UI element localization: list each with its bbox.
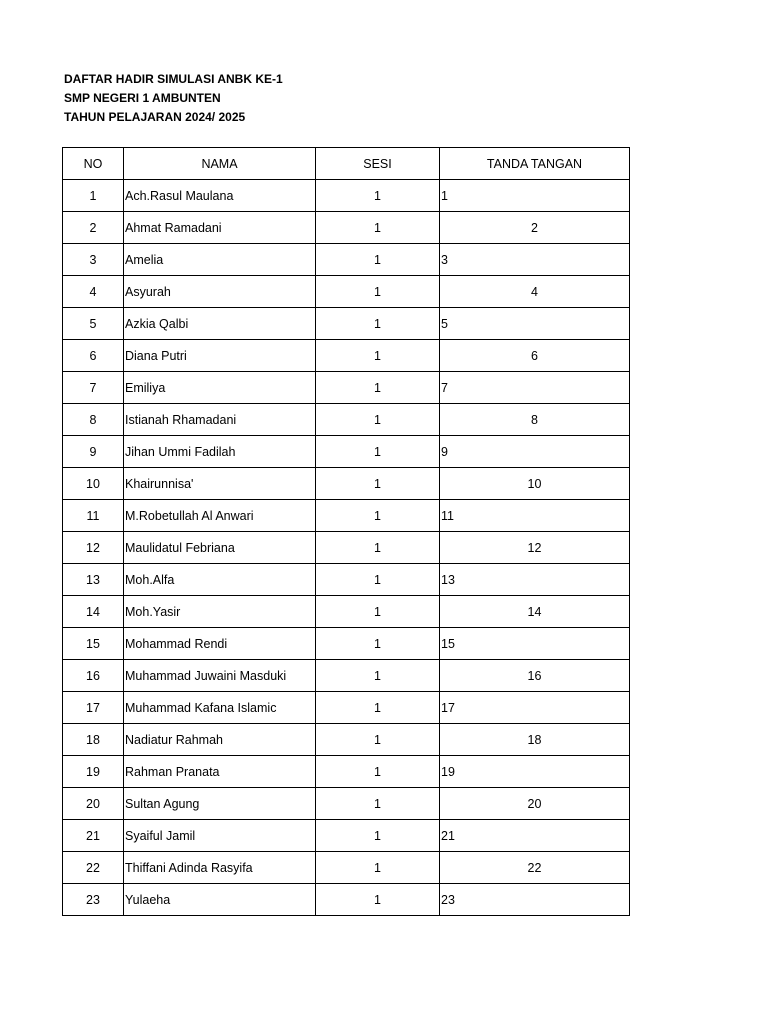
signature-cell: 19 bbox=[440, 756, 630, 788]
signature-cell: 4 bbox=[440, 276, 630, 308]
attendance-table bbox=[62, 147, 630, 916]
table-row bbox=[63, 212, 630, 244]
row-number: 8 bbox=[63, 404, 124, 436]
table-body bbox=[63, 180, 630, 916]
student-name: Maulidatul Febriana bbox=[124, 532, 316, 564]
table-row bbox=[63, 372, 630, 404]
session-number: 1 bbox=[316, 180, 440, 212]
session-number: 1 bbox=[316, 404, 440, 436]
session-number: 1 bbox=[316, 660, 440, 692]
session-number: 1 bbox=[316, 468, 440, 500]
table-row bbox=[63, 404, 630, 436]
signature-cell: 1 bbox=[440, 180, 630, 212]
column-header-no: NO bbox=[63, 148, 124, 180]
table-row bbox=[63, 596, 630, 628]
session-number: 1 bbox=[316, 532, 440, 564]
session-number: 1 bbox=[316, 436, 440, 468]
column-header-sesi: SESI bbox=[316, 148, 440, 180]
document-title: DAFTAR HADIR SIMULASI ANBK KE-1 bbox=[64, 72, 283, 86]
session-number: 1 bbox=[316, 500, 440, 532]
table-row bbox=[63, 756, 630, 788]
signature-cell: 13 bbox=[440, 564, 630, 596]
row-number: 4 bbox=[63, 276, 124, 308]
row-number: 12 bbox=[63, 532, 124, 564]
table-row bbox=[63, 564, 630, 596]
signature-cell: 12 bbox=[440, 532, 630, 564]
row-number: 10 bbox=[63, 468, 124, 500]
row-number: 14 bbox=[63, 596, 124, 628]
row-number: 6 bbox=[63, 340, 124, 372]
student-name: Asyurah bbox=[124, 276, 316, 308]
session-number: 1 bbox=[316, 276, 440, 308]
row-number: 11 bbox=[63, 500, 124, 532]
student-name: Ahmat Ramadani bbox=[124, 212, 316, 244]
session-number: 1 bbox=[316, 852, 440, 884]
student-name: Emiliya bbox=[124, 372, 316, 404]
table-row bbox=[63, 884, 630, 916]
session-number: 1 bbox=[316, 820, 440, 852]
signature-cell: 10 bbox=[440, 468, 630, 500]
session-number: 1 bbox=[316, 788, 440, 820]
student-name: Istianah Rhamadani bbox=[124, 404, 316, 436]
document-header bbox=[64, 70, 283, 127]
signature-cell: 17 bbox=[440, 692, 630, 724]
row-number: 23 bbox=[63, 884, 124, 916]
signature-cell: 7 bbox=[440, 372, 630, 404]
student-name: Mohammad Rendi bbox=[124, 628, 316, 660]
table-row bbox=[63, 724, 630, 756]
table-row bbox=[63, 340, 630, 372]
student-name: Muhammad Juwaini Masduki bbox=[124, 660, 316, 692]
session-number: 1 bbox=[316, 756, 440, 788]
student-name: Yulaeha bbox=[124, 884, 316, 916]
session-number: 1 bbox=[316, 884, 440, 916]
row-number: 9 bbox=[63, 436, 124, 468]
row-number: 18 bbox=[63, 724, 124, 756]
row-number: 13 bbox=[63, 564, 124, 596]
signature-cell: 11 bbox=[440, 500, 630, 532]
table-header-row bbox=[63, 148, 630, 180]
session-number: 1 bbox=[316, 724, 440, 756]
table-row bbox=[63, 660, 630, 692]
table-row bbox=[63, 500, 630, 532]
student-name: Moh.Yasir bbox=[124, 596, 316, 628]
student-name: Azkia Qalbi bbox=[124, 308, 316, 340]
session-number: 1 bbox=[316, 340, 440, 372]
student-name: Diana Putri bbox=[124, 340, 316, 372]
signature-cell: 14 bbox=[440, 596, 630, 628]
row-number: 17 bbox=[63, 692, 124, 724]
student-name: Rahman Pranata bbox=[124, 756, 316, 788]
student-name: Muhammad Kafana Islamic bbox=[124, 692, 316, 724]
signature-cell: 6 bbox=[440, 340, 630, 372]
signature-cell: 20 bbox=[440, 788, 630, 820]
student-name: Amelia bbox=[124, 244, 316, 276]
table-row bbox=[63, 532, 630, 564]
signature-cell: 9 bbox=[440, 436, 630, 468]
row-number: 19 bbox=[63, 756, 124, 788]
signature-cell: 18 bbox=[440, 724, 630, 756]
session-number: 1 bbox=[316, 596, 440, 628]
column-header-tanda-tangan: TANDA TANGAN bbox=[440, 148, 630, 180]
student-name: Ach.Rasul Maulana bbox=[124, 180, 316, 212]
signature-cell: 3 bbox=[440, 244, 630, 276]
table-row bbox=[63, 308, 630, 340]
student-name: Sultan Agung bbox=[124, 788, 316, 820]
table-row bbox=[63, 852, 630, 884]
row-number: 15 bbox=[63, 628, 124, 660]
table-row bbox=[63, 820, 630, 852]
table-row bbox=[63, 436, 630, 468]
school-name: SMP NEGERI 1 AMBUNTEN bbox=[64, 91, 221, 105]
table-row bbox=[63, 180, 630, 212]
signature-cell: 15 bbox=[440, 628, 630, 660]
row-number: 20 bbox=[63, 788, 124, 820]
student-name: M.Robetullah Al Anwari bbox=[124, 500, 316, 532]
row-number: 22 bbox=[63, 852, 124, 884]
session-number: 1 bbox=[316, 372, 440, 404]
row-number: 3 bbox=[63, 244, 124, 276]
session-number: 1 bbox=[316, 212, 440, 244]
session-number: 1 bbox=[316, 308, 440, 340]
session-number: 1 bbox=[316, 692, 440, 724]
table-row bbox=[63, 788, 630, 820]
student-name: Syaiful Jamil bbox=[124, 820, 316, 852]
table-row bbox=[63, 244, 630, 276]
session-number: 1 bbox=[316, 628, 440, 660]
row-number: 5 bbox=[63, 308, 124, 340]
signature-cell: 23 bbox=[440, 884, 630, 916]
row-number: 1 bbox=[63, 180, 124, 212]
row-number: 21 bbox=[63, 820, 124, 852]
signature-cell: 21 bbox=[440, 820, 630, 852]
student-name: Nadiatur Rahmah bbox=[124, 724, 316, 756]
column-header-nama: NAMA bbox=[124, 148, 316, 180]
signature-cell: 22 bbox=[440, 852, 630, 884]
row-number: 16 bbox=[63, 660, 124, 692]
row-number: 7 bbox=[63, 372, 124, 404]
table-row bbox=[63, 628, 630, 660]
signature-cell: 8 bbox=[440, 404, 630, 436]
student-name: Moh.Alfa bbox=[124, 564, 316, 596]
session-number: 1 bbox=[316, 244, 440, 276]
academic-year: TAHUN PELAJARAN 2024/ 2025 bbox=[64, 110, 246, 124]
table-row bbox=[63, 276, 630, 308]
table-row bbox=[63, 692, 630, 724]
student-name: Thiffani Adinda Rasyifa bbox=[124, 852, 316, 884]
student-name: Khairunnisa' bbox=[124, 468, 316, 500]
session-number: 1 bbox=[316, 564, 440, 596]
student-name: Jihan Ummi Fadilah bbox=[124, 436, 316, 468]
signature-cell: 2 bbox=[440, 212, 630, 244]
signature-cell: 16 bbox=[440, 660, 630, 692]
table-row bbox=[63, 468, 630, 500]
signature-cell: 5 bbox=[440, 308, 630, 340]
row-number: 2 bbox=[63, 212, 124, 244]
